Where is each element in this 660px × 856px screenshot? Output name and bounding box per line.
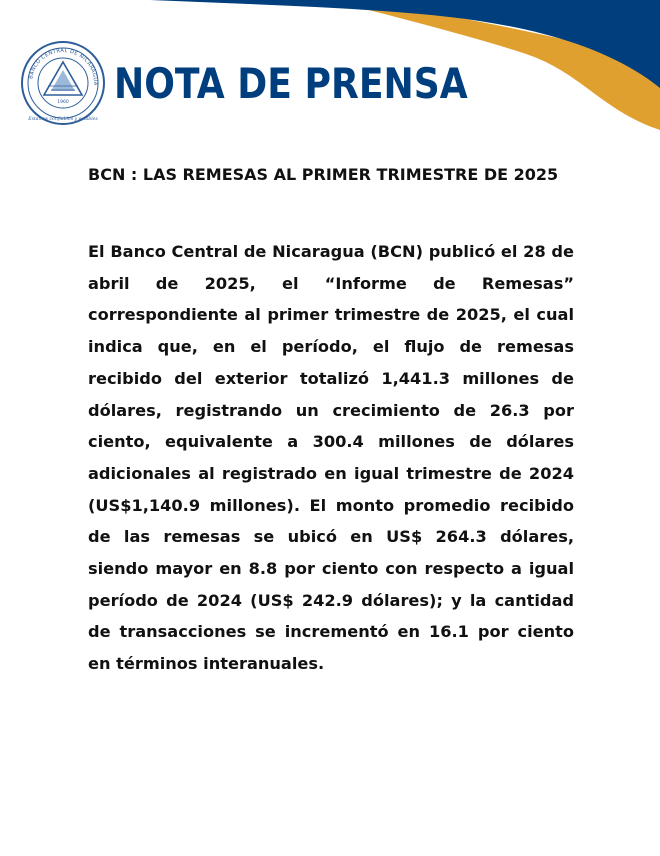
bcn-seal-icon	[20, 40, 106, 126]
article-headline: BCN : LAS REMESAS AL PRIMER TRIMESTRE DE 2025	[88, 165, 559, 184]
article-body: El Banco Central de Nicaragua (BCN) publicó el 28 de abril de 2025, el “Informe de Remesas” correspondiente al primer trimestre de 2025, el cual indica que, en el período, el flujo de remesas recibido del exterior totalizó 1,441.3 millones de dólares, registrando un crecimiento de 26.3 por ciento, equivalente a 300.4 millones de dólares adicionales al registrado en igual trimestre de 2024 (US$1,140.9 millones). El monto promedio recibido de las remesas se ubicó en US$ 264.3 dólares, siendo mayor en 8.8 por ciento con respecto a igual período de 2024 (US$ 242.9 dólares); y la cantidad de transacciones se incrementó en 16.1 por ciento en términos interanuales.	[88, 242, 574, 674]
svg-text:1960: 1960	[57, 100, 69, 105]
svg-text:BANCO CENTRAL DE NICARAGUA: BANCO CENTRAL DE NICARAGUA	[28, 47, 99, 86]
svg-text:Estamos confiables y estables: Estamos confiables y estables	[28, 117, 98, 122]
page-title: NOTA DE PRENSA	[114, 59, 468, 108]
